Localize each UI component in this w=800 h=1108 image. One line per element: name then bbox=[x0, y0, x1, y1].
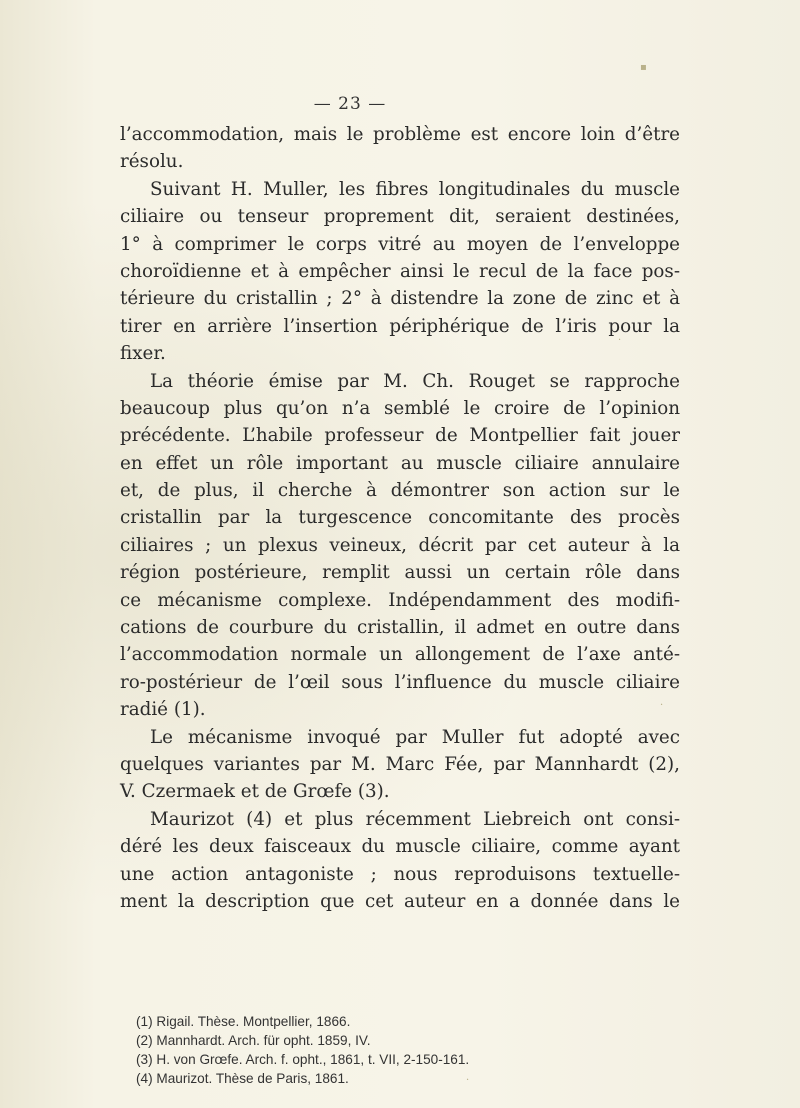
text-line: choroïdienne et à empêcher ainsi le recul de la face pos- bbox=[120, 260, 680, 282]
text-line: et, de plus, il cherche à démontrer son action sur le bbox=[120, 480, 680, 502]
ink-speck-mark: · bbox=[660, 700, 664, 711]
text-line: beaucoup plus qu’on n’a semblé le croire de l’opinion bbox=[120, 397, 680, 419]
body-text bbox=[120, 121, 680, 915]
text-line: ment la description que cet auteur en a donnée dans le bbox=[120, 890, 680, 912]
text-line: ciliaires ; un plexus veineux, décrit par cet auteur à la bbox=[120, 534, 680, 556]
text-line: quelques variantes par M. Marc Fée, par Mannhardt (2), bbox=[120, 753, 680, 775]
text-line: térieure du cristallin ; 2° à distendre la zone de zinc et à bbox=[120, 288, 680, 310]
footnote: (2) Mannhardt. Arch. für opht. 1859, IV. bbox=[136, 1033, 371, 1048]
ink-speck-mark: · bbox=[618, 335, 622, 346]
text-line: Suivant H. Muller, les fibres longitudinales du muscle bbox=[150, 178, 680, 200]
text-line: résolu. bbox=[120, 151, 184, 173]
text-line: cristallin par la turgescence concomitante des procès bbox=[120, 507, 680, 529]
text-line: l’accommodation normale un allongement de l’axe anté- bbox=[120, 644, 680, 666]
text-line: l’accommodation, mais le problème est encore loin d’être bbox=[120, 124, 680, 145]
text-line: Le mécanisme invoqué par Muller fut adopté avec bbox=[150, 726, 680, 748]
text-line: fixer. bbox=[120, 343, 166, 365]
text-line: tirer en arrière l’insertion périphérique de l’iris pour la bbox=[120, 315, 680, 337]
text-line: ce mécanisme complexe. Indépendamment des modifi- bbox=[120, 589, 680, 611]
text-line: ciliaire ou tenseur proprement dit, seraient destinées, bbox=[120, 206, 680, 228]
text-line: ro-postérieur de l’œil sous l’influence du muscle ciliaire bbox=[120, 671, 680, 693]
text-line: une action antagoniste ; nous reproduisons textuelle- bbox=[120, 863, 680, 885]
ink-speck-mark: · bbox=[466, 1075, 470, 1086]
text-line: région postérieure, remplit aussi un certain rôle dans bbox=[120, 562, 680, 584]
footnote: (1) Rigail. Thèse. Montpellier, 1866. bbox=[136, 1014, 351, 1029]
text-line: déré les deux faisceaux du muscle ciliaire, comme ayant bbox=[120, 836, 680, 858]
text-line: La théorie émise par M. Ch. Rouget se rapproche bbox=[150, 370, 680, 392]
text-line: 1° à comprimer le corps vitré au moyen de l’enveloppe bbox=[120, 233, 680, 255]
text-line: Maurizot (4) et plus récemment Liebreich ont consi- bbox=[150, 808, 680, 830]
text-line: radié (1). bbox=[120, 699, 206, 721]
text-line: V. Czermaek et de Grœfe (3). bbox=[120, 781, 390, 803]
page-number: — 23 — bbox=[313, 94, 387, 114]
ink-speck-mark: ▪ bbox=[640, 62, 647, 73]
text-line: en effet un rôle important au muscle ciliaire annulaire bbox=[120, 452, 680, 474]
text-line: cations de courbure du cristallin, il admet en outre dans bbox=[120, 617, 680, 639]
footnote: (4) Maurizot. Thèse de Paris, 1861. bbox=[136, 1071, 349, 1086]
footnotes bbox=[136, 1012, 636, 1088]
footnote: (3) H. von Grœfe. Arch. f. opht., 1861, t. VII, 2-150-161. bbox=[136, 1052, 470, 1067]
text-line: précédente. L’habile professeur de Montpellier fait jouer bbox=[120, 425, 680, 447]
